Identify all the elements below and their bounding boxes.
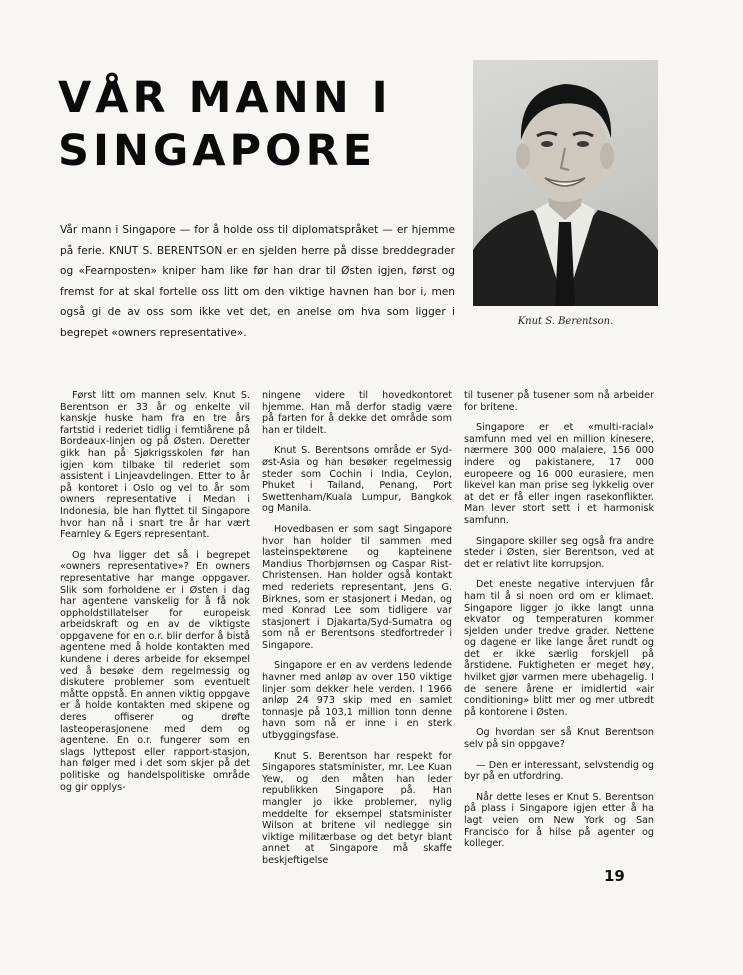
portrait-illustration [473, 60, 658, 306]
column-2 [262, 390, 452, 876]
title-line-2: SINGAPORE [58, 126, 377, 176]
paragraph: Hovedbasen er som sagt Singapore hvor han holder til sammen med lasteinspektørene og kapteinene Mandius Thorbjørnsen og Caspar Rist-Christensen. Han holder også kontakt med rederiets representant, Jens G. Birknes, som er stasjonert i Medan, og med Konrad Lee som tidligere var stasjonert i Djakarta/Syd-Sumatra og som nå er Berentsons stedfortreder i Singapore. [262, 523, 452, 651]
paragraph: Og hva ligger det så i begrepet «owners representative»? En owners representative har mange oppgaver. Slik som forholdene er i Østen i dag har agentene vanskelig for å få nok oppholdstillatelser for europeisk arbeidskraft og en av de viktigste oppgavene for en o.r. blir derfor å bistå agentene med å holde kontakten med kundene i deres arbeide for eksempel ved å besøke dem regelmessig og diskutere problemer som eventuelt måtte oppstå. En annen viktig oppgave er å holde kontakten med skipene og deres offiserer og drøfte lasteoperasjonene med dem og agentene. En o.r. fungerer som en slags lyttepost eller rapport-stasjon, han følger med i det som skjer på det politiske og handelspolitiske område og gir opplys- [60, 549, 250, 793]
paragraph: Knut S. Berentsons område er Syd-øst-Asia og han besøker regelmessig steder som Cochin i India, Ceylon, Phuket i Tailand, Penang, Port Swettenham/Kuala Lumpur, Bangkok og Manila. [262, 445, 452, 515]
column-1 [60, 390, 250, 802]
paragraph: Først litt om mannen selv. Knut S. Berentson er 33 år og enkelte vil kanskje huske ham fra en tre års fartstid i rederiet tidlig i femtiårene på Bordeaux-linjen og på Østen. Deretter gikk han på Sjøkrigsskolen før han igjen kom tilbake til rederiet som assistent i Linjeavdelingen. Etter to år på kontoret i Oslo og vel to år som owners representative i Medan i Indonesia, ble han flyttet til Singapore hvor han nå i snart tre år har vært Fearnley & Egers representant. [60, 390, 250, 541]
page-number: 19 [604, 867, 625, 885]
title-line-1: VÅR MANN I [58, 73, 392, 123]
paragraph: til tusener på tusener som nå arbeider for britene. [464, 390, 654, 413]
paragraph: Når dette leses er Knut S. Berentson på plass i Singapore igjen etter å ha lagt veien om New York og San Francisco for å hilse på agenter og kolleger. [464, 791, 654, 850]
paragraph: Og hvordan ser så Knut Berentson selv på sin oppgave? [464, 727, 654, 751]
lead-paragraph: Vår mann i Singapore — for å holde oss til diplomatspråket — er hjemme på ferie. KNUT S. BERENTSON er en sjelden herre på disse breddegrader og «Fearnposten» kniper ham like før han drar til Østen igjen, først og fremst for at skal fortelle oss litt om den viktige havnen han bor i, men også gi de av oss som ikke vet det, en anelse om hva som ligger i begrepet «owners representative». [60, 224, 455, 339]
paragraph: ningene videre til hovedkontoret hjemme. Han må derfor stadig være på farten for å dekke det område som han er tildelt. [262, 390, 452, 436]
paragraph: Knut S. Berentson har respekt for Singapores statsminister, mr. Lee Kuan Yew, og den måten han leder republikken Singapore på. Han mangler jo ikke problemer, nylig meddelte for eksempel statsminister Wilson at britene vil nedlegge sin viktige militærbase og det betyr blant annet at Singapore må skaffe beskjeftigelse [262, 750, 452, 866]
paragraph: Det eneste negative intervjuen får ham til å si noen ord om er klimaet. Singapore ligger jo ikke langt unna ekvator og temperaturen kommer sjelden under tredve grader. Nettene og dagene er like lange året rundt og det er ikke særlig forskjell på årstidene. Fuktigheten er meget høy, hvilket gjør varmen mere ubehagelig. I de senere årene er imidlertid «air conditioning» blitt mer og mer utbredt på kontorene i Østen. [464, 579, 654, 718]
article-title [58, 72, 458, 178]
paragraph: Singapore er et «multi-racial» samfunn med vel en million kinesere, nærmere 300 000 malaiere, 156 000 indere og pakistanere, 17 000 europeere og 16 000 eurasiere, men likevel kan man prise seg lykkelig over at det er få eller ingen rasekonflikter. Man lever stort sett i et harmonisk samfunn. [464, 422, 654, 526]
paragraph: Singapore er en av verdens ledende havner med anløp av over 150 viktige linjer som dekker hele verden. I 1966 anløp 24 973 skip med en samlet tonnasje på 103,1 million tonn denne havn som nå er inne i en sterk utbyggingsfase. [262, 660, 452, 742]
photo-caption: Knut S. Berentson. [517, 316, 614, 327]
paragraph: — Den er interessant, selvstendig og byr på en utfordring. [464, 759, 654, 783]
column-3 [464, 390, 654, 859]
portrait-photo [473, 60, 658, 306]
paragraph: Singapore skiller seg også fra andre steder i Østen, sier Berentson, ved at det er relativt lite korrupsjon. [464, 535, 654, 570]
